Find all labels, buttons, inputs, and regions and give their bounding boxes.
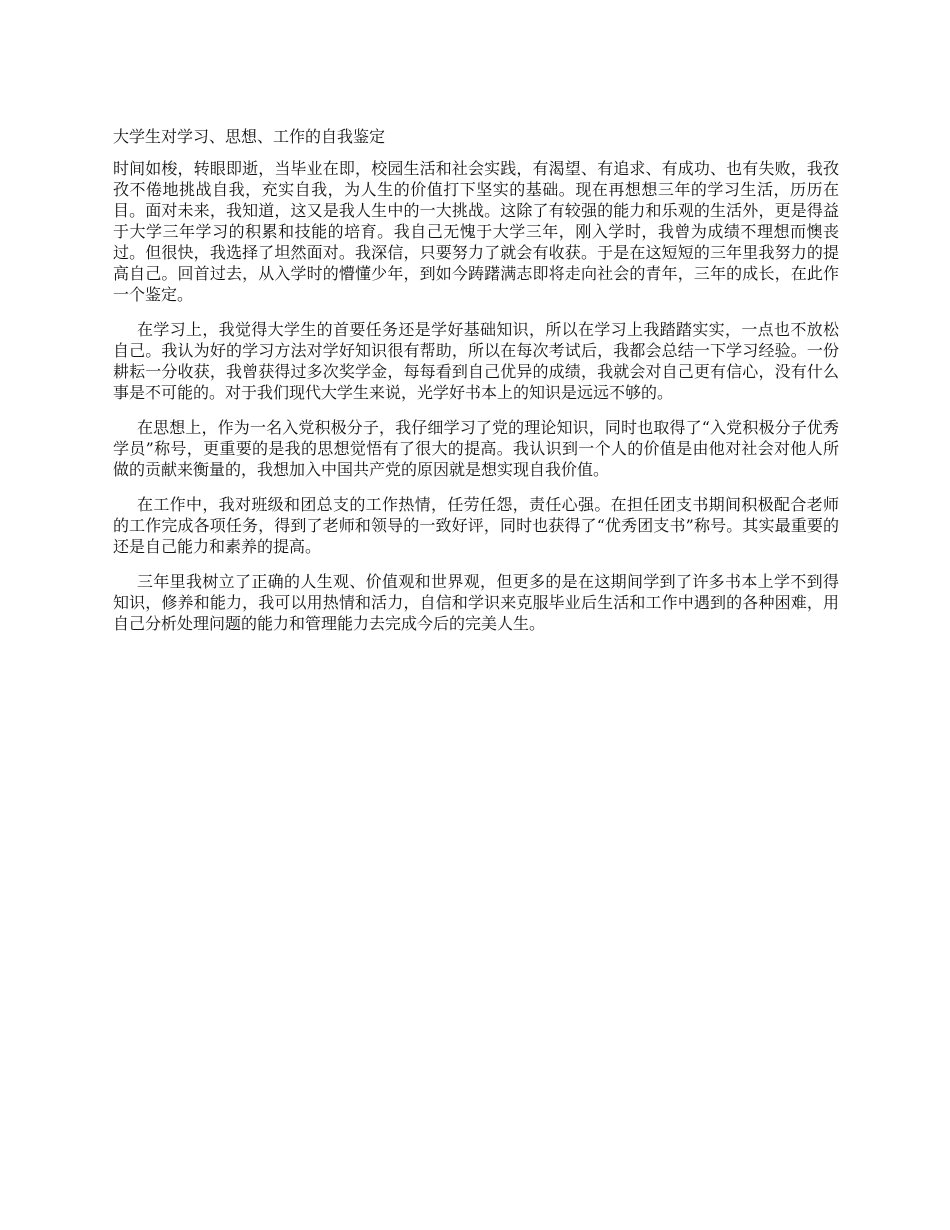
paragraph-intro: 时间如梭，转眼即逝，当毕业在即，校园生活和社会实践，有渴望、有追求、有成功、也有失败，我孜孜不倦地挑战自我，充实自我，为人生的价值打下坚实的基础。现在再想想三年的学习生活，历历在目。面对未来，我知道，这又是我人生中的一大挑战。这除了有较强的能力和乐观的生活外，更是得益于大学三年学习的积累和技能的培育。我自己无愧于大学三年，刚入学时，我曾为成绩不理想而懊丧过。但很快，我选择了坦然面对。我深信，只要努力了就会有收获。于是在这短短的三年里我努力的提高自己。回首过去，从入学时的懵懂少年，到如今踌躇满志即将走向社会的青年，三年的成长，在此作一个鉴定。 bbox=[113, 159, 839, 304]
paragraph-study: 在学习上，我觉得大学生的首要任务还是学好基础知识，所以在学习上我踏踏实实，一点也不放松自己。我认为好的学习方法对学好知识很有帮助，所以在每次考试后，我都会总结一下学习经验。一份耕耘一分收获，我曾获得过多次奖学金，每每看到自己优异的成绩，我就会对自己更有信心，没有什么事是不可能的。对于我们现代大学生来说，光学好书本上的知识是远远不够的。 bbox=[113, 320, 839, 402]
document-title: 大学生对学习、思想、工作的自我鉴定 bbox=[113, 127, 386, 146]
paragraph-thought: 在思想上，作为一名入党积极分子，我仔细学习了党的理论知识，同时也取得了“入党积极分子优秀学员”称号，更重要的是我的思想觉悟有了很大的提高。我认识到一个人的价值是由他对社会对他人所做的贡献来衡量的，我想加入中国共产党的原因就是想实现自我价值。 bbox=[113, 418, 839, 479]
paragraph-conclusion: 三年里我树立了正确的人生观、价值观和世界观，但更多的是在这期间学到了许多书本上学不到得知识，修养和能力，我可以用热情和活力，自信和学识来克服毕业后生活和工作中遇到的各种困难，用自己分析处理问题的能力和管理能力去完成今后的完美人生。 bbox=[113, 572, 839, 633]
document-page bbox=[113, 126, 839, 648]
paragraph-work: 在工作中，我对班级和团总支的工作热情，任劳任怨，责任心强。在担任团支书期间积极配合老师的工作完成各项任务，得到了老师和领导的一致好评，同时也获得了“优秀团支书”称号。其实最重要的还是自己能力和素养的提高。 bbox=[113, 495, 839, 556]
